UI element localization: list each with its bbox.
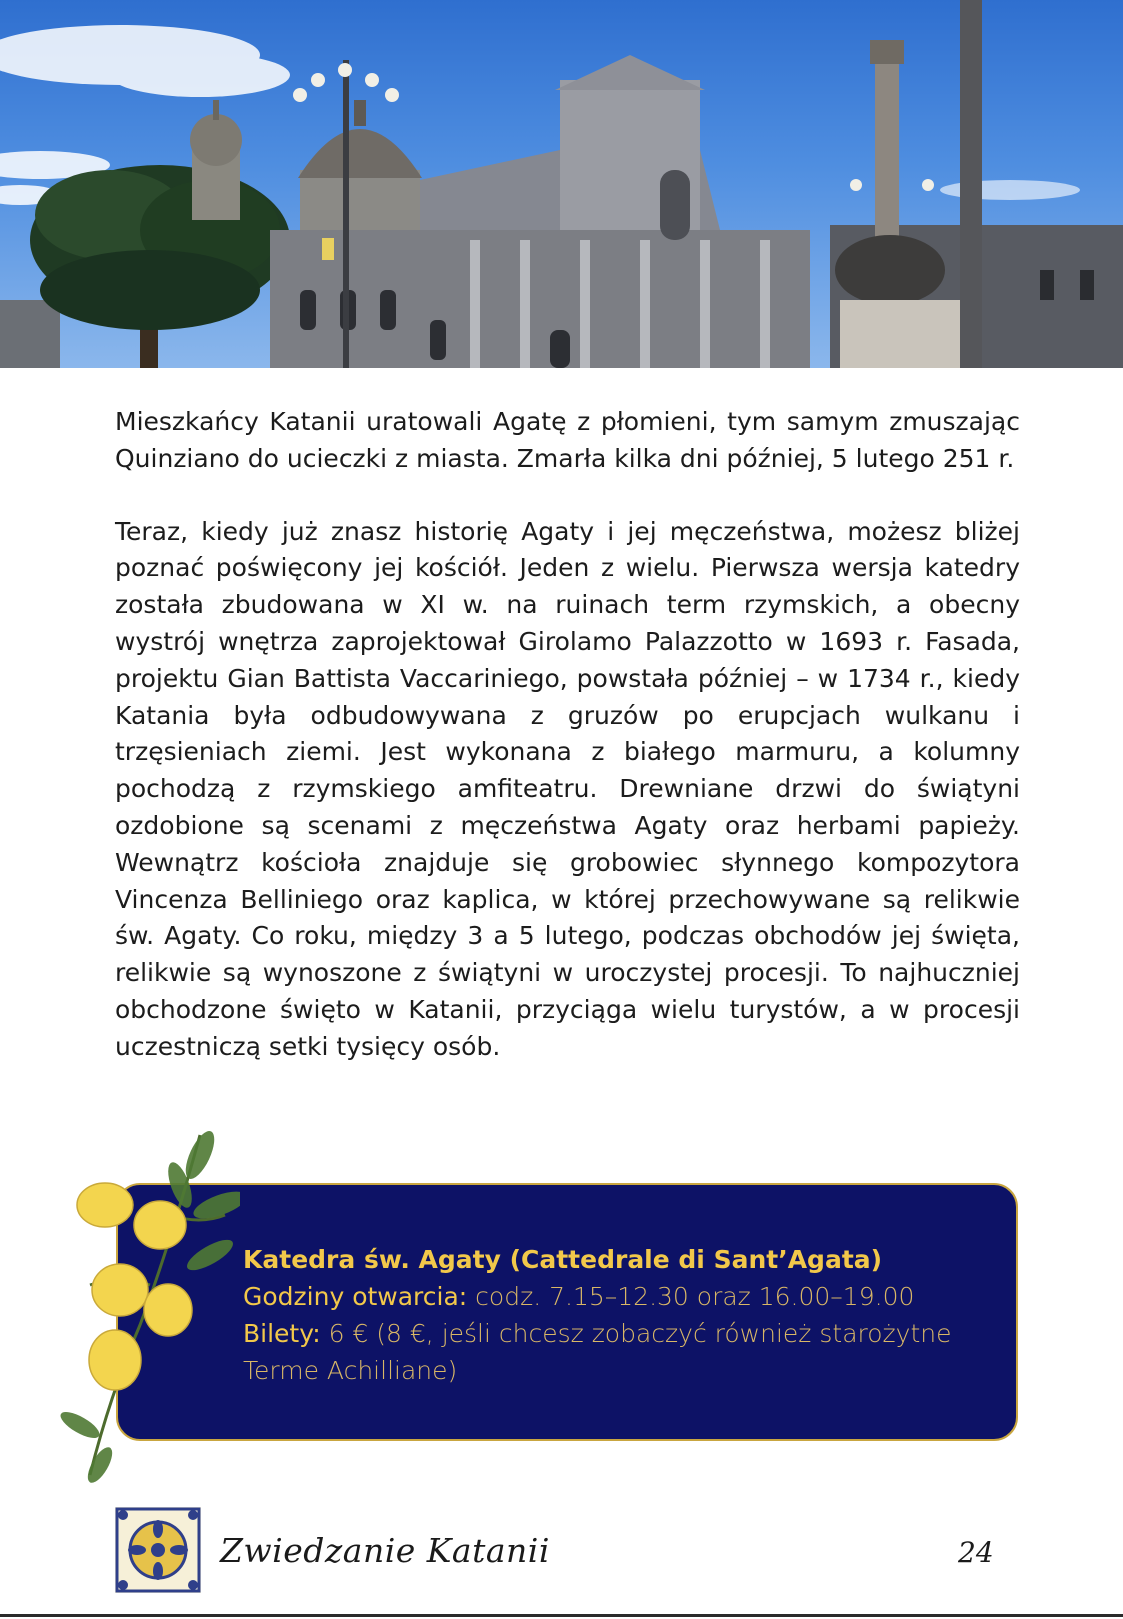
opening-hours-label: Godziny otwarcia:: [243, 1282, 468, 1311]
opening-hours-value: codz. 7.15–12.30 oraz 16.00–19.00: [475, 1282, 915, 1311]
tickets-value: 6 € (8 €, jeśli chcesz zobaczyć również starożytne Terme Achilliane): [243, 1319, 952, 1385]
cathedral-photo: [0, 0, 1123, 368]
opening-hours-line: [243, 1278, 963, 1315]
info-box-text: [243, 1241, 963, 1389]
info-box: [116, 1183, 1018, 1441]
majolica-tile-icon: [115, 1507, 201, 1593]
bottom-rule: [0, 1614, 1123, 1617]
lemon-branch-icon: [50, 1125, 240, 1485]
tickets-line: [243, 1315, 963, 1389]
info-title: Katedra św. Agaty (Cattedrale di Sant’Agata): [243, 1245, 883, 1274]
article-body: [115, 404, 1020, 1066]
paragraph-intro: Mieszkańcy Katanii uratowali Agatę z płomieni, tym samym zmuszając Quinziano do ucieczki z miasta. Zmarła kilka dni później, 5 lutego 251 r.: [115, 407, 1020, 473]
hero-photo: [0, 0, 1123, 368]
paragraph-cathedral: Teraz, kiedy już znasz historię Agaty i jej męczeństwa, możesz bliżej poznać poświęcony jej kościół. Jeden z wielu. Pierwsza wersja katedry została zbudowana w XI w. na ruinach term rzymskich, a obecny wystrój wnętrza zaprojektował Girolamo Palazzotto w 1693 r. Fasada, projektu Gian Battista Vaccariniego, powstała później – w 1734 r., kiedy Katania była odbudowywana z gruzów po erupcjach wulkanu i trzęsieniach ziemi. Jest wykonana z białego marmuru, a kolumny pochodzą z rzymskiego amfiteatru. Drewniane drzwi do świątyni ozdobione są scenami z męczeństwa Agaty oraz herbami papieży. Wewnątrz kościoła znajduje się grobowiec słynnego kompozytora Vincenza Belliniego oraz kaplica, w której przechowywane są relikwie św. Agaty. Co roku, między 3 a 5 lutego, podczas obchodów jej święta, relikwie są wynoszone z świątyni w uroczystej procesji. To najhuczniej obchodzone święto w Katanii, przyciąga wielu turystów, a w procesji uczestniczą setki tysięcy osób.: [115, 516, 1020, 1061]
footer-title: Zwiedzanie Katanii: [220, 1531, 550, 1570]
tickets-label: Bilety:: [243, 1319, 321, 1348]
page-number: 24: [958, 1536, 994, 1569]
